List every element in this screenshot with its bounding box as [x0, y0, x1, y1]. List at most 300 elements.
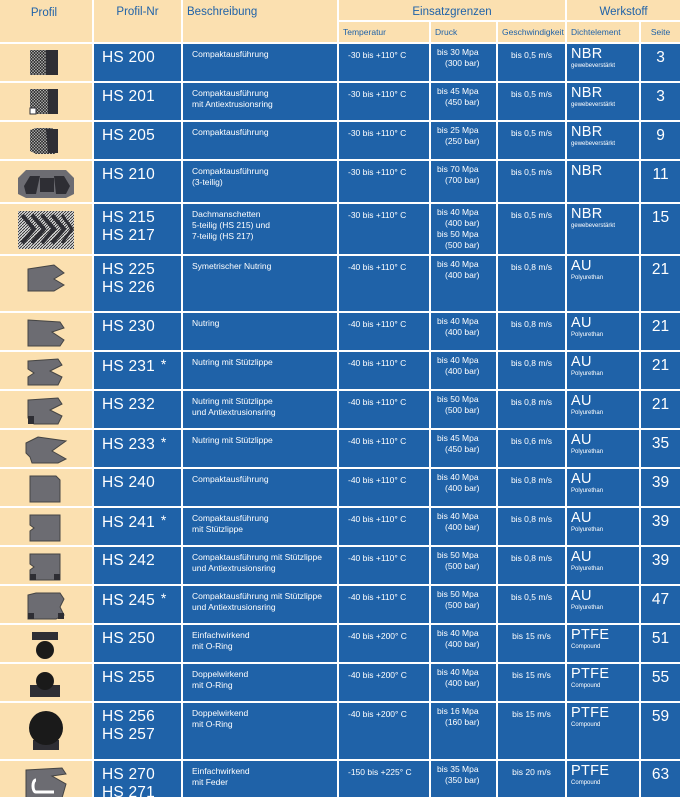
dichtelement-cell: [567, 623, 641, 662]
dichtelement-cell: [567, 311, 641, 350]
geschwindigkeit-value: bis 0,5 m/s: [510, 167, 553, 177]
profil-cell: [0, 159, 94, 202]
werkstoff-sub: Polyurethan: [571, 332, 604, 338]
seite-value: 21: [651, 357, 670, 374]
header-temperatur: Temperatur: [339, 22, 431, 42]
beschreibung-text: mit Feder: [192, 777, 228, 787]
table-row: [0, 662, 680, 701]
profil-nr: HS 200: [102, 49, 155, 66]
seite-value: 15: [651, 209, 670, 226]
werkstoff-name: PTFE: [571, 666, 610, 682]
profil-nr-cell: [94, 584, 183, 623]
beschreibung-text: mit O-Ring: [192, 680, 233, 690]
asterisk-mark: *: [160, 356, 167, 372]
druck-bar: (400 bar): [445, 639, 480, 649]
beschreibung-text: Compaktausführung: [192, 88, 269, 98]
u-ring-wide-lip-icon: [24, 433, 68, 467]
profil-nr-cell: [94, 42, 183, 81]
druck-cell: [431, 159, 498, 202]
beschreibung-text: 5-teilig (HS 215) und: [192, 220, 270, 230]
druck-mpa: bis 70 Mpa: [437, 164, 479, 174]
profil-nr: HS 230: [102, 318, 155, 335]
werkstoff-name: AU: [571, 432, 592, 448]
werkstoff-sub: Polyurethan: [571, 275, 604, 281]
druck-mpa: bis 40 Mpa: [437, 355, 479, 365]
seite-value: 39: [651, 474, 670, 491]
table-row: [0, 701, 680, 759]
druck-bar: (400 bar): [445, 366, 480, 376]
table-row: [0, 467, 680, 506]
beschreibung-cell: [183, 701, 339, 759]
beschreibung-text: Compaktausführung: [192, 474, 269, 484]
dichtelement-cell: [567, 545, 641, 584]
table-row: [0, 159, 680, 202]
werkstoff-sub: Compound: [571, 683, 601, 689]
druck-bar: (500 bar): [445, 240, 480, 250]
seite-value: 3: [656, 49, 665, 66]
profil-nr-cell: [94, 701, 183, 759]
temperatur-cell: [339, 81, 431, 120]
profil-cell: [0, 350, 94, 389]
temperatur-value: -40 bis +110° C: [348, 319, 407, 329]
temperatur-cell: [339, 350, 431, 389]
beschreibung-cell: [183, 506, 339, 545]
header-werkstoff: Werkstoff: [567, 0, 680, 22]
header-dichtelement: Dichtelement: [567, 22, 641, 42]
dichtelement-cell: [567, 350, 641, 389]
druck-cell: [431, 467, 498, 506]
profil-nr: HS 271: [102, 784, 155, 797]
seite-value: 11: [652, 166, 669, 183]
temperatur-cell: [339, 759, 431, 797]
seite-cell: [641, 467, 680, 506]
profil-nr: HS 225: [102, 261, 155, 278]
werkstoff-name: AU: [571, 315, 592, 331]
compact-antiextrusion-seal-icon: [24, 86, 68, 120]
profil-nr: HS 256: [102, 708, 155, 725]
werkstoff-name: NBR: [571, 163, 603, 179]
dichtelement-cell: [567, 759, 641, 797]
seite-cell: [641, 506, 680, 545]
double-acting-oring-icon: [24, 667, 68, 701]
druck-bar: (400 bar): [445, 270, 480, 280]
profil-cell: [0, 584, 94, 623]
beschreibung-cell: [183, 81, 339, 120]
geschwindigkeit-value: bis 0,5 m/s: [510, 128, 553, 138]
header-seite: Seite: [641, 22, 680, 42]
geschwindigkeit-cell: [498, 81, 567, 120]
chevron-packing-icon: [16, 207, 76, 253]
druck-cell: [431, 311, 498, 350]
druck-mpa: bis 45 Mpa: [437, 433, 479, 443]
werkstoff-sub: Compound: [571, 722, 601, 728]
temperatur-value: -30 bis +110° C: [348, 89, 407, 99]
dichtelement-cell: [567, 428, 641, 467]
profil-nr-cell: [94, 159, 183, 202]
seite-value: 39: [651, 552, 670, 569]
temperatur-value: -40 bis +110° C: [348, 436, 407, 446]
beschreibung-text: 7-teilig (HS 217): [192, 231, 254, 241]
druck-bar: (250 bar): [445, 136, 480, 146]
geschwindigkeit-cell: [498, 389, 567, 428]
werkstoff-name: AU: [571, 588, 592, 604]
temperatur-cell: [339, 662, 431, 701]
geschwindigkeit-value: bis 20 m/s: [512, 767, 551, 777]
werkstoff-sub: Polyurethan: [571, 566, 604, 572]
dichtelement-cell: [567, 584, 641, 623]
temperatur-cell: [339, 428, 431, 467]
geschwindigkeit-cell: [498, 159, 567, 202]
dichtelement-cell: [567, 42, 641, 81]
header-profil: Profil: [0, 0, 94, 42]
table-row: [0, 42, 680, 81]
header-geschwindigkeit: Geschwindigkeit: [498, 22, 567, 42]
profil-nr: HS 245: [102, 592, 155, 609]
druck-mpa: bis 40 Mpa: [437, 628, 479, 638]
druck-cell: [431, 428, 498, 467]
beschreibung-cell: [183, 428, 339, 467]
geschwindigkeit-value: bis 0,5 m/s: [510, 210, 553, 220]
beschreibung-cell: [183, 662, 339, 701]
werkstoff-name: AU: [571, 354, 592, 370]
druck-cell: [431, 584, 498, 623]
beschreibung-cell: [183, 545, 339, 584]
geschwindigkeit-value: bis 0,8 m/s: [510, 358, 553, 368]
profil-nr: HS 201: [102, 88, 155, 105]
geschwindigkeit-cell: [498, 545, 567, 584]
werkstoff-sub: gewebeverstärkt: [571, 102, 616, 108]
beschreibung-text: Nutring mit Stützlippe: [192, 357, 273, 367]
profil-nr: HS 210: [102, 166, 155, 183]
profil-cell: [0, 759, 94, 797]
dichtelement-cell: [567, 467, 641, 506]
seite-value: 21: [651, 318, 670, 335]
profil-cell: [0, 254, 94, 311]
geschwindigkeit-cell: [498, 662, 567, 701]
header-einsatzgrenzen: Einsatzgrenzen: [339, 0, 567, 22]
druck-mpa: bis 40 Mpa: [437, 472, 479, 482]
profil-nr-cell: [94, 120, 183, 159]
geschwindigkeit-value: bis 0,5 m/s: [510, 50, 553, 60]
profil-cell: [0, 428, 94, 467]
temperatur-cell: [339, 42, 431, 81]
temperatur-cell: [339, 120, 431, 159]
profil-nr: HS 257: [102, 726, 155, 743]
three-part-seal-icon: [16, 164, 76, 202]
profil-cell: [0, 545, 94, 584]
geschwindigkeit-value: bis 15 m/s: [512, 631, 551, 641]
profil-nr: HS 217: [102, 227, 155, 244]
druck-cell: [431, 623, 498, 662]
beschreibung-text: (3-teilig): [192, 177, 223, 187]
seite-value: 47: [651, 591, 670, 608]
temperatur-cell: [339, 701, 431, 759]
u-ring-support-lip-icon: [24, 355, 68, 389]
beschreibung-cell: [183, 42, 339, 81]
beschreibung-cell: [183, 350, 339, 389]
beschreibung-cell: [183, 254, 339, 311]
druck-bar: (450 bar): [445, 97, 480, 107]
seite-cell: [641, 545, 680, 584]
seite-value: 55: [651, 669, 670, 686]
druck-mpa: bis 40 Mpa: [437, 667, 479, 677]
beschreibung-text: und Antiextrusionsring: [192, 602, 276, 612]
seite-cell: [641, 42, 680, 81]
druck-mpa: bis 40 Mpa: [437, 316, 479, 326]
beschreibung-cell: [183, 623, 339, 662]
werkstoff-name: AU: [571, 549, 592, 565]
profil-nr: HS 250: [102, 630, 155, 647]
geschwindigkeit-value: bis 0,8 m/s: [510, 397, 553, 407]
druck-bar: (450 bar): [445, 444, 480, 454]
geschwindigkeit-value: bis 0,8 m/s: [510, 319, 553, 329]
temperatur-cell: [339, 506, 431, 545]
beschreibung-text: Einfachwirkend: [192, 766, 250, 776]
profil-cell: [0, 42, 94, 81]
profil-cell: [0, 311, 94, 350]
beschreibung-text: Doppelwirkend: [192, 708, 249, 718]
geschwindigkeit-cell: [498, 584, 567, 623]
druck-mpa: bis 50 Mpa: [437, 229, 479, 239]
profil-cell: [0, 202, 94, 254]
compact-profiled-seal-icon: [24, 125, 68, 159]
temperatur-value: -40 bis +110° C: [348, 553, 407, 563]
profil-nr-cell: [94, 467, 183, 506]
profil-nr: HS 255: [102, 669, 155, 686]
beschreibung-cell: [183, 120, 339, 159]
druck-bar: (500 bar): [445, 561, 480, 571]
werkstoff-name: NBR: [571, 124, 603, 140]
geschwindigkeit-value: bis 0,5 m/s: [510, 89, 553, 99]
druck-cell: [431, 254, 498, 311]
beschreibung-text: mit O-Ring: [192, 641, 233, 651]
druck-mpa: bis 30 Mpa: [437, 47, 479, 57]
temperatur-value: -40 bis +110° C: [348, 358, 407, 368]
profil-cell: [0, 662, 94, 701]
druck-mpa: bis 40 Mpa: [437, 511, 479, 521]
dichtelement-cell: [567, 389, 641, 428]
geschwindigkeit-value: bis 0,5 m/s: [510, 592, 553, 602]
u-ring-icon: [24, 316, 68, 350]
table-row: [0, 254, 680, 311]
seite-cell: [641, 584, 680, 623]
profil-nr: HS 232: [102, 396, 155, 413]
dichtelement-cell: [567, 81, 641, 120]
geschwindigkeit-value: bis 0,8 m/s: [510, 475, 553, 485]
geschwindigkeit-cell: [498, 428, 567, 467]
beschreibung-text: und Antiextrusionsring: [192, 563, 276, 573]
werkstoff-name: NBR: [571, 206, 603, 222]
temperatur-value: -150 bis +225° C: [348, 767, 412, 777]
profil-nr: HS 205: [102, 127, 155, 144]
temperatur-value: -30 bis +110° C: [348, 167, 407, 177]
beschreibung-text: Nutring mit Stützlippe: [192, 396, 273, 406]
profil-cell: [0, 389, 94, 428]
druck-cell: [431, 350, 498, 389]
geschwindigkeit-value: bis 0,6 m/s: [510, 436, 553, 446]
beschreibung-text: Compaktausführung: [192, 127, 269, 137]
asterisk-mark: *: [160, 590, 167, 606]
beschreibung-text: Compaktausführung mit Stützlippe: [192, 591, 322, 601]
temperatur-cell: [339, 202, 431, 254]
table-row: [0, 350, 680, 389]
geschwindigkeit-cell: [498, 120, 567, 159]
druck-bar: (400 bar): [445, 483, 480, 493]
temperatur-value: -40 bis +110° C: [348, 592, 407, 602]
temperatur-cell: [339, 467, 431, 506]
table-row: [0, 428, 680, 467]
table-row: [0, 584, 680, 623]
profil-nr-cell: [94, 545, 183, 584]
werkstoff-name: NBR: [571, 85, 603, 101]
profil-nr-cell: [94, 202, 183, 254]
temperatur-cell: [339, 584, 431, 623]
druck-cell: [431, 81, 498, 120]
werkstoff-sub: Polyurethan: [571, 449, 604, 455]
beschreibung-text: Nutring: [192, 318, 220, 328]
beschreibung-cell: [183, 311, 339, 350]
seite-cell: [641, 428, 680, 467]
werkstoff-sub: Polyurethan: [571, 410, 604, 416]
seite-value: 9: [656, 127, 665, 144]
beschreibung-text: Compaktausführung mit Stützlippe: [192, 552, 322, 562]
temperatur-cell: [339, 311, 431, 350]
werkstoff-sub: Polyurethan: [571, 371, 604, 377]
table-row: [0, 389, 680, 428]
druck-bar: (500 bar): [445, 600, 480, 610]
table-row: [0, 81, 680, 120]
asterisk-mark: *: [160, 434, 167, 450]
profil-nr: HS 215: [102, 209, 155, 226]
profil-cell: [0, 467, 94, 506]
seite-cell: [641, 662, 680, 701]
temperatur-cell: [339, 389, 431, 428]
geschwindigkeit-value: bis 15 m/s: [512, 670, 551, 680]
druck-cell: [431, 506, 498, 545]
table-row: [0, 120, 680, 159]
profil-nr-cell: [94, 389, 183, 428]
temperatur-value: -30 bis +110° C: [348, 50, 407, 60]
profil-nr: HS 241: [102, 514, 155, 531]
werkstoff-name: NBR: [571, 46, 603, 62]
seite-cell: [641, 159, 680, 202]
druck-bar: (700 bar): [445, 175, 480, 185]
temperatur-value: -40 bis +110° C: [348, 262, 407, 272]
werkstoff-sub: Polyurethan: [571, 488, 604, 494]
werkstoff-name: PTFE: [571, 705, 610, 721]
dichtelement-cell: [567, 202, 641, 254]
dichtelement-cell: [567, 159, 641, 202]
beschreibung-cell: [183, 389, 339, 428]
druck-cell: [431, 545, 498, 584]
geschwindigkeit-value: bis 0,8 m/s: [510, 262, 553, 272]
dichtelement-cell: [567, 254, 641, 311]
druck-mpa: bis 25 Mpa: [437, 125, 479, 135]
seite-cell: [641, 350, 680, 389]
geschwindigkeit-cell: [498, 467, 567, 506]
temperatur-cell: [339, 623, 431, 662]
beschreibung-text: Compaktausführung: [192, 49, 269, 59]
dichtelement-cell: [567, 701, 641, 759]
seite-cell: [641, 389, 680, 428]
druck-cell: [431, 662, 498, 701]
seite-cell: [641, 254, 680, 311]
profil-nr-cell: [94, 254, 183, 311]
dichtelement-cell: [567, 120, 641, 159]
werkstoff-sub: Compound: [571, 644, 601, 650]
werkstoff-name: AU: [571, 258, 592, 274]
table-row: [0, 545, 680, 584]
temperatur-cell: [339, 159, 431, 202]
profil-cell: [0, 701, 94, 759]
header-profil-nr: Profil-Nr: [94, 0, 183, 42]
druck-bar: (500 bar): [445, 405, 480, 415]
seite-cell: [641, 120, 680, 159]
temperatur-value: -30 bis +110° C: [348, 210, 407, 220]
druck-cell: [431, 759, 498, 797]
geschwindigkeit-cell: [498, 254, 567, 311]
profil-nr: HS 240: [102, 474, 155, 491]
beschreibung-text: mit Stützlippe: [192, 524, 244, 534]
geschwindigkeit-cell: [498, 701, 567, 759]
druck-mpa: bis 50 Mpa: [437, 394, 479, 404]
table-row: [0, 202, 680, 254]
profil-nr: HS 226: [102, 279, 155, 296]
druck-mpa: bis 35 Mpa: [437, 764, 479, 774]
druck-mpa: bis 16 Mpa: [437, 706, 479, 716]
werkstoff-sub: Polyurethan: [571, 605, 604, 611]
profil-cell: [0, 81, 94, 120]
table-row: [0, 759, 680, 797]
compact-fabric-seal-icon: [24, 47, 68, 81]
werkstoff-sub: gewebeverstärkt: [571, 141, 616, 147]
compact-block-icon: [24, 472, 68, 506]
geschwindigkeit-cell: [498, 350, 567, 389]
beschreibung-cell: [183, 159, 339, 202]
large-oring-seal-icon: [23, 706, 69, 754]
druck-cell: [431, 120, 498, 159]
geschwindigkeit-cell: [498, 623, 567, 662]
werkstoff-name: AU: [571, 510, 592, 526]
seite-cell: [641, 623, 680, 662]
werkstoff-name: PTFE: [571, 627, 610, 643]
seite-value: 35: [651, 435, 670, 452]
geschwindigkeit-cell: [498, 759, 567, 797]
profil-nr-cell: [94, 350, 183, 389]
beschreibung-cell: [183, 467, 339, 506]
seite-value: 3: [656, 88, 665, 105]
seite-cell: [641, 759, 680, 797]
beschreibung-cell: [183, 759, 339, 797]
druck-mpa: bis 40 Mpa: [437, 259, 479, 269]
table-row: [0, 623, 680, 662]
druck-mpa: bis 50 Mpa: [437, 550, 479, 560]
werkstoff-sub: Polyurethan: [571, 527, 604, 533]
profil-nr-cell: [94, 759, 183, 797]
seite-value: 21: [651, 261, 670, 278]
geschwindigkeit-cell: [498, 42, 567, 81]
druck-bar: (400 bar): [445, 218, 480, 228]
geschwindigkeit-cell: [498, 311, 567, 350]
beschreibung-text: Compaktausführung: [192, 513, 269, 523]
druck-cell: [431, 42, 498, 81]
geschwindigkeit-cell: [498, 506, 567, 545]
table-row: [0, 506, 680, 545]
werkstoff-sub: gewebeverstärkt: [571, 223, 616, 229]
profil-cell: [0, 623, 94, 662]
temperatur-value: -40 bis +200° C: [348, 670, 407, 680]
profil-nr-cell: [94, 506, 183, 545]
